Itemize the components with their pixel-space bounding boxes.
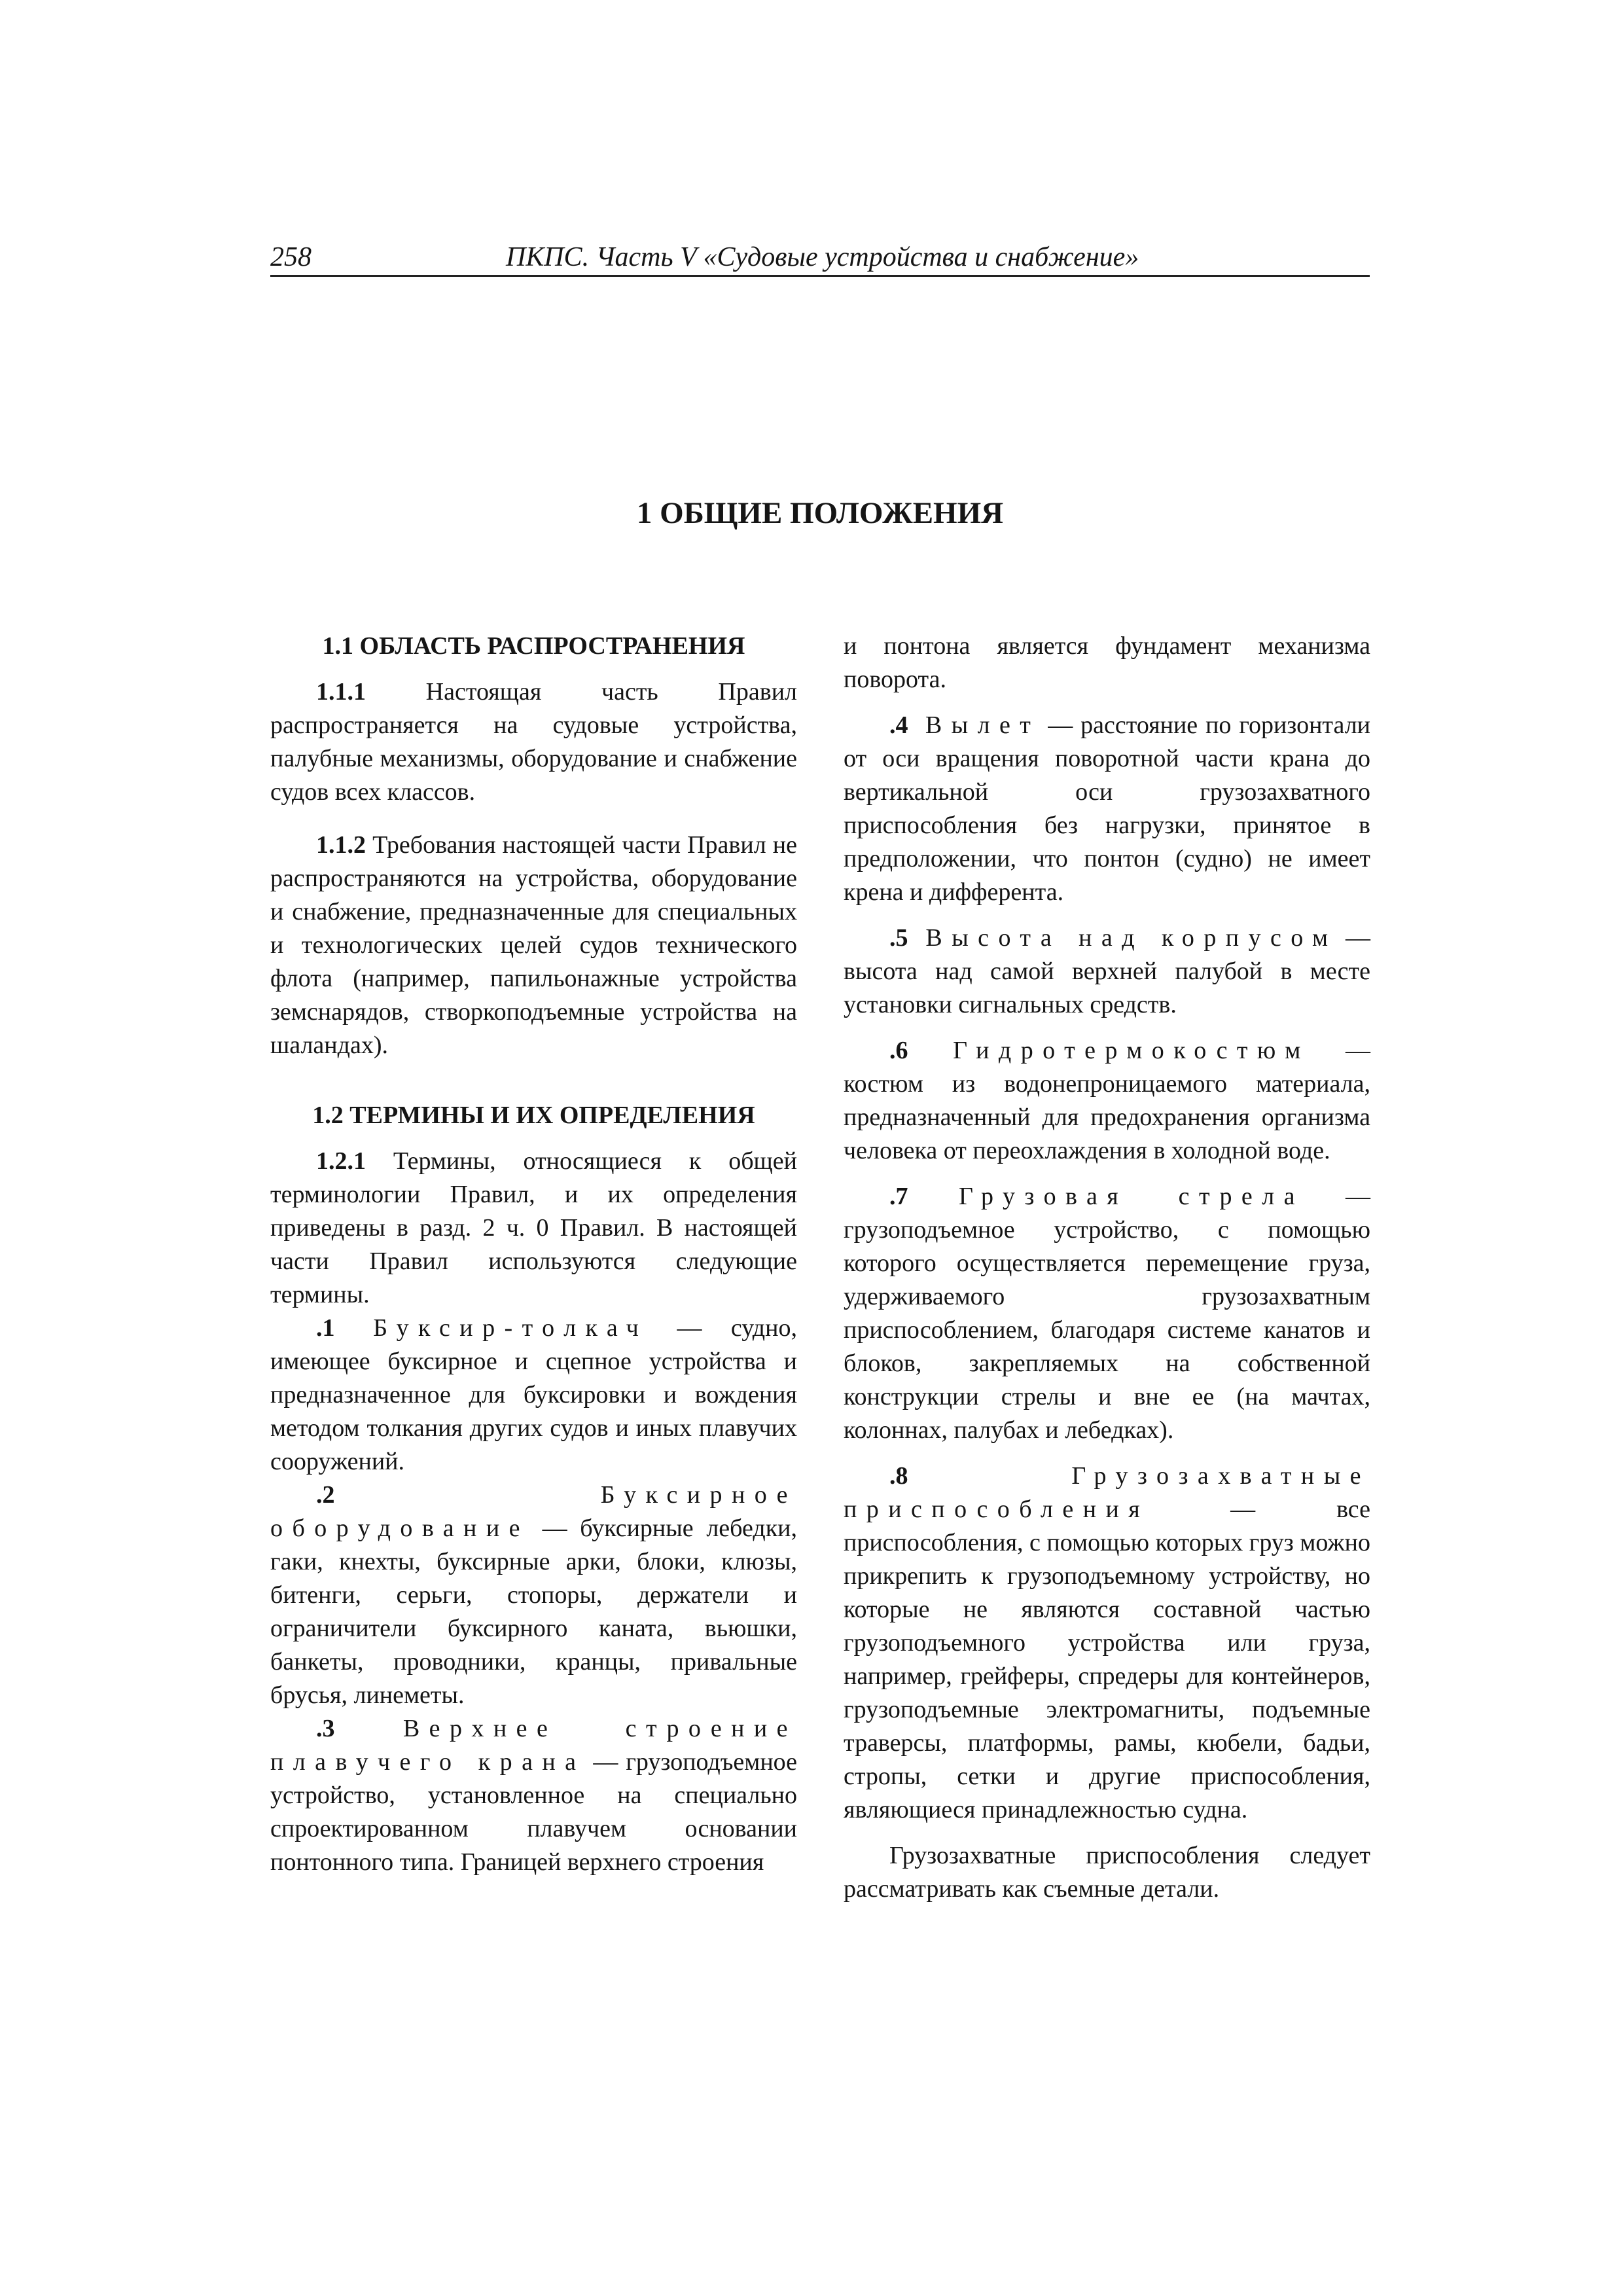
term-3	[270, 1712, 797, 1879]
term-number: .7	[889, 1183, 908, 1210]
left-column	[270, 630, 797, 1879]
term-4	[844, 709, 1370, 909]
term-number: .8	[889, 1462, 908, 1490]
term-number: .4	[889, 711, 908, 739]
term-name: Буксир-толкач	[334, 1314, 649, 1342]
page-header	[270, 239, 1370, 276]
term-name: Верхнее строение плавучего крана	[270, 1715, 797, 1776]
term-name: Вылет	[908, 711, 1041, 739]
section-heading-1-1: 1.1 ОБЛАСТЬ РАСПРОСТРАНЕНИЯ	[322, 632, 745, 660]
term-8	[844, 1460, 1370, 1827]
term-1	[270, 1312, 797, 1479]
term-definition: — буксирные лебедки, гаки, кнехты, буксирные арки, блоки, клюзы, битенги, серьги, стопоры, держатели и ограничители буксирного каната, вьюшки, банкеты, проводники, кранцы, привальные брусья, линеметы.	[270, 1515, 797, 1709]
term-definition: — грузоподъемное устройство, с помощью которого осуществляется перемещение груза, удерживаемого грузозахватным приспособлением, благодаря системе канатов и блоков, закрепляемых на собственной конструкции стрелы и вне ее (на мачтах, колоннах, палубах и лебедках).	[844, 1183, 1370, 1444]
term-2	[270, 1479, 797, 1712]
term-definition: — все приспособления, с помощью которых груз можно прикрепить к грузоподъемному устройству, но которые не являются составной частью грузоподъемного устройства или груза, например, грейферы, спредеры для контейнеров, грузоподъемные электромагниты, подъемные траверсы, платформы, рамы, кюбели, бадьи, стропы, сетки и другие приспособления, являющиеся принадлежностью судна.	[844, 1496, 1371, 1823]
term-definition: — высота над самой верхней палубой в месте установки сигнальных средств.	[844, 924, 1370, 1018]
paragraph-number: 1.1.1	[316, 678, 366, 706]
term-name: Гидротермокостюм	[908, 1037, 1310, 1064]
term-number: .3	[316, 1715, 335, 1742]
term-name: Высота над корпусом	[908, 924, 1338, 952]
paragraph-1-2-1	[270, 1145, 797, 1312]
term-number: .2	[316, 1481, 335, 1509]
paragraph-1-1-2	[270, 829, 797, 1062]
term-number: .1	[316, 1314, 335, 1342]
paragraph-number: 1.1.2	[316, 831, 366, 859]
term-name: Буксирное оборудование	[270, 1481, 797, 1542]
term-definition: — костюм из водонепроницаемого материала, предназначенный для предохранения организма человека от переохлаждения в холодной воде.	[844, 1037, 1370, 1164]
term-number: .5	[889, 924, 908, 952]
term-definition: — расстояние по горизонтали от оси вращения поворотной части крана до вертикальной оси грузозахватного приспособления без нагрузки, принятое в предположении, что понтон (судно) не имеет крена и дифферента.	[844, 711, 1370, 906]
right-column	[844, 630, 1370, 1906]
chapter-title: 1 ОБЩИЕ ПОЛОЖЕНИЯ	[636, 496, 1004, 530]
term-definition: — судно, имеющее буксирное и сцепное устройства и предназначенное для буксировки и вождения методом толкания других судов и иных плавучих сооружений.	[270, 1314, 797, 1475]
term-7	[844, 1180, 1370, 1447]
term-definition: — грузоподъемное устройство, установленное на специально спроектированном плавучем основании понтонного типа. Границей верхнего строения	[270, 1748, 797, 1876]
term-number: .6	[889, 1037, 908, 1064]
section-heading-1-2: 1.2 ТЕРМИНЫ И ИХ ОПРЕДЕЛЕНИЯ	[312, 1102, 755, 1129]
term-name: Грузозахватные приспособления	[844, 1462, 1370, 1523]
term-name: Грузовая стрела	[908, 1183, 1304, 1210]
page-number: 258	[270, 242, 312, 272]
paragraph-text: Термины, относящиеся к общей терминологии Правил, и их определения приведены в разд. 2 ч. 0 Правил. В настоящей части Правил используются следующие термины.	[270, 1147, 797, 1308]
term-3-continuation: и понтона является фундамент механизма поворота.	[844, 632, 1370, 693]
paragraph-text: Требования настоящей части Правил не распространяются на устройства, оборудование и снабжение, предназначенные для специальных и технологических целей судов технического флота (например, папильонажные устройства земснарядов, створкоподъемные устройства на шаландах).	[270, 831, 797, 1059]
header-rule	[270, 275, 1370, 277]
term-6	[844, 1034, 1370, 1168]
term-5	[844, 922, 1370, 1022]
paragraph-text: Настоящая часть Правил распространяется на судовые устройства, палубные механизмы, оборудование и снабжение судов всех классов.	[270, 678, 797, 806]
running-title: ПКПС. Часть V «Судовые устройства и снабжение»	[506, 242, 1139, 272]
paragraph-number: 1.2.1	[316, 1147, 366, 1175]
paragraph-1-1-1	[270, 675, 797, 809]
closing-paragraph: Грузозахватные приспособления следует рассматривать как съемные детали.	[844, 1842, 1370, 1903]
